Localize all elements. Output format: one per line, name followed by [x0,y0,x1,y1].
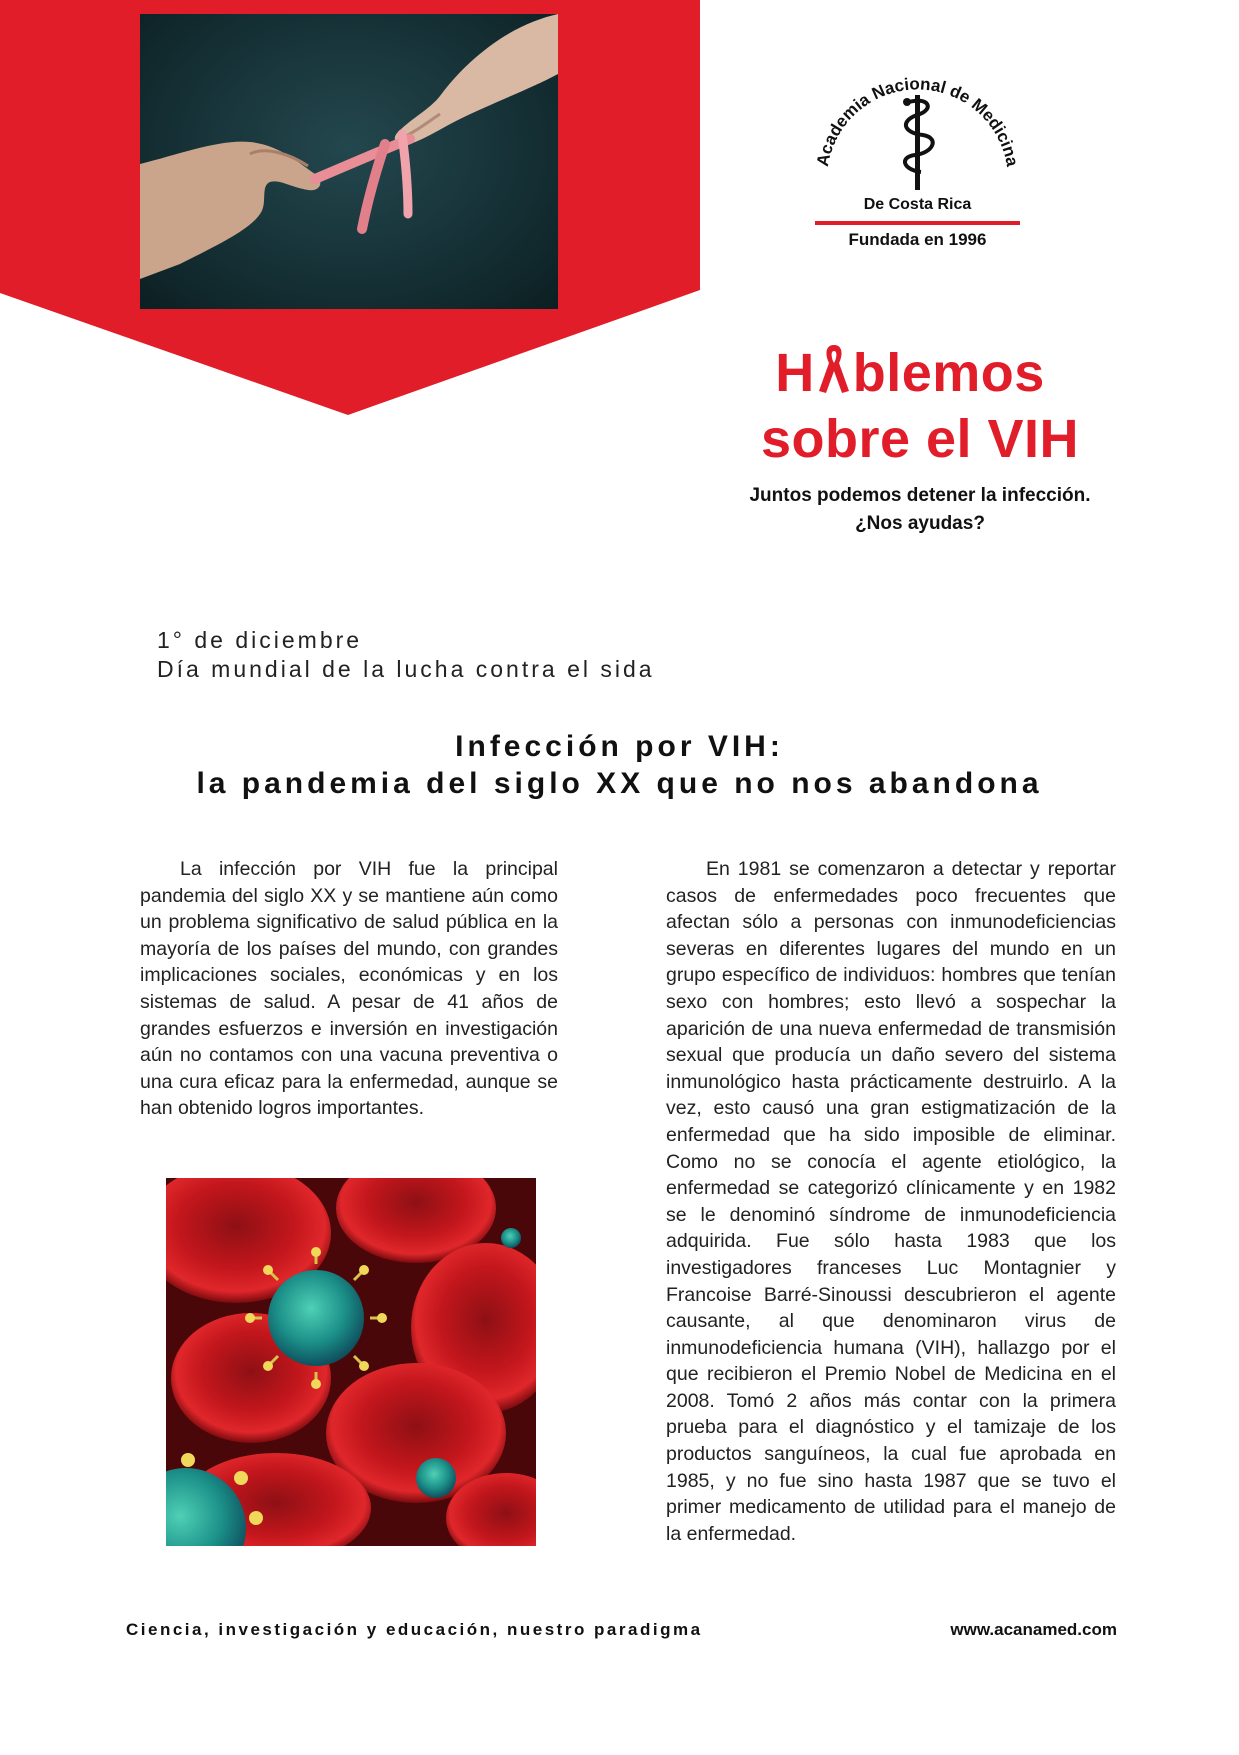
article-title-line-1: Infección por VIH: [455,730,784,763]
paragraph-left: La infección por VIH fue la principal pandemia del siglo XX y se mantiene aún como un problema significativo de salud pública en la mayoría de los países del mundo, con grandes implicaciones sociales, económicas y en los sistemas de salud. A pesar de 41 años de grandes esfuerzos e inversión en investigación aún no contamos con una vacuna preventiva o una cura eficaz para la enfermedad, aunque se han obtenido logros importantes. [140,858,558,1120]
footer-motto: Ciencia, investigación y educación, nuestro paradigma [126,1620,703,1639]
hero-photo-hands-ribbon [140,14,558,309]
logo-location: De Costa Rica [863,196,972,213]
article-column-left [140,856,558,1122]
paragraph-right: En 1981 se comenzaron a detectar y reportar casos de enfermedades poco frecuentes que afectan sólo a personas con inmunodeficiencias severas en diferentes lugares del mundo en un grupo específico de individuos: hombres que tenían sexo con hombres; esto llevó a sospechar la aparición de una nueva enfermedad de transmisión sexual que producía un daño severo del sistema inmunológico hasta prácticamente destruirlo. A la vez, esto causó una gran estigmatización de la enfermedad que ha sido imposible de eliminar. Como no se conocía el agente etiológico, la enfermedad se categorizó clínicamente y en 1982 se le denominó síndrome de inmunodeficiencia adquirida. Fue sólo hasta 1983 que los investigadores franceses Luc Montagnier y Francoise Barré-Sinoussi descubrieron el agente causante, al que denominaron virus de inmunodeficiencia humana (VIH), hallazgo por el que recibieron el Premio Nobel de Medicina en el 2008. Tomó 2 años más contar con la primera prueba para el diagnóstico y el tamizaje de los productos sanguíneos, la cual fue aprobada en 1985, y no fue sino hasta 1987 que se tuvo el primer medicamento de utilidad para el manejo de la enfermedad. [666,858,1116,1545]
campaign-line-1-end: blemos [852,343,1045,403]
campaign-line-1 [690,340,1130,406]
campaign-tagline-line-2: ¿Nos ayudas? [855,513,985,534]
observance-name: Día mundial de la lucha contra el sida [157,656,655,682]
article-column-right [666,856,1116,1547]
observance-date: 1° de diciembre [157,627,363,653]
footer-website-link[interactable]: www.acanamed.com [950,1620,1117,1639]
observance-block [157,626,655,684]
awareness-ribbon-icon [817,341,851,395]
campaign-line-2: sobre el VIH [760,409,1080,469]
rod-of-asclepius-icon [903,95,933,190]
campaign-line-1-start: H [775,343,815,403]
campaign-tagline-line-1: Juntos podemos detener la infección. [749,485,1091,506]
campaign-heading [700,340,1140,538]
logo-arc-text: Academia Nacional de Medicina [813,74,1022,169]
virus-blood-cells-illustration [166,1178,536,1546]
logo-founded: Fundada en 1996 [848,230,987,249]
logo-divider [815,221,1020,225]
article-title-line-2: la pandemia del siglo XX que no nos abandona [196,767,1043,800]
campaign-tagline [700,482,1140,538]
academy-logo [805,55,1030,255]
article-title [0,728,1239,802]
